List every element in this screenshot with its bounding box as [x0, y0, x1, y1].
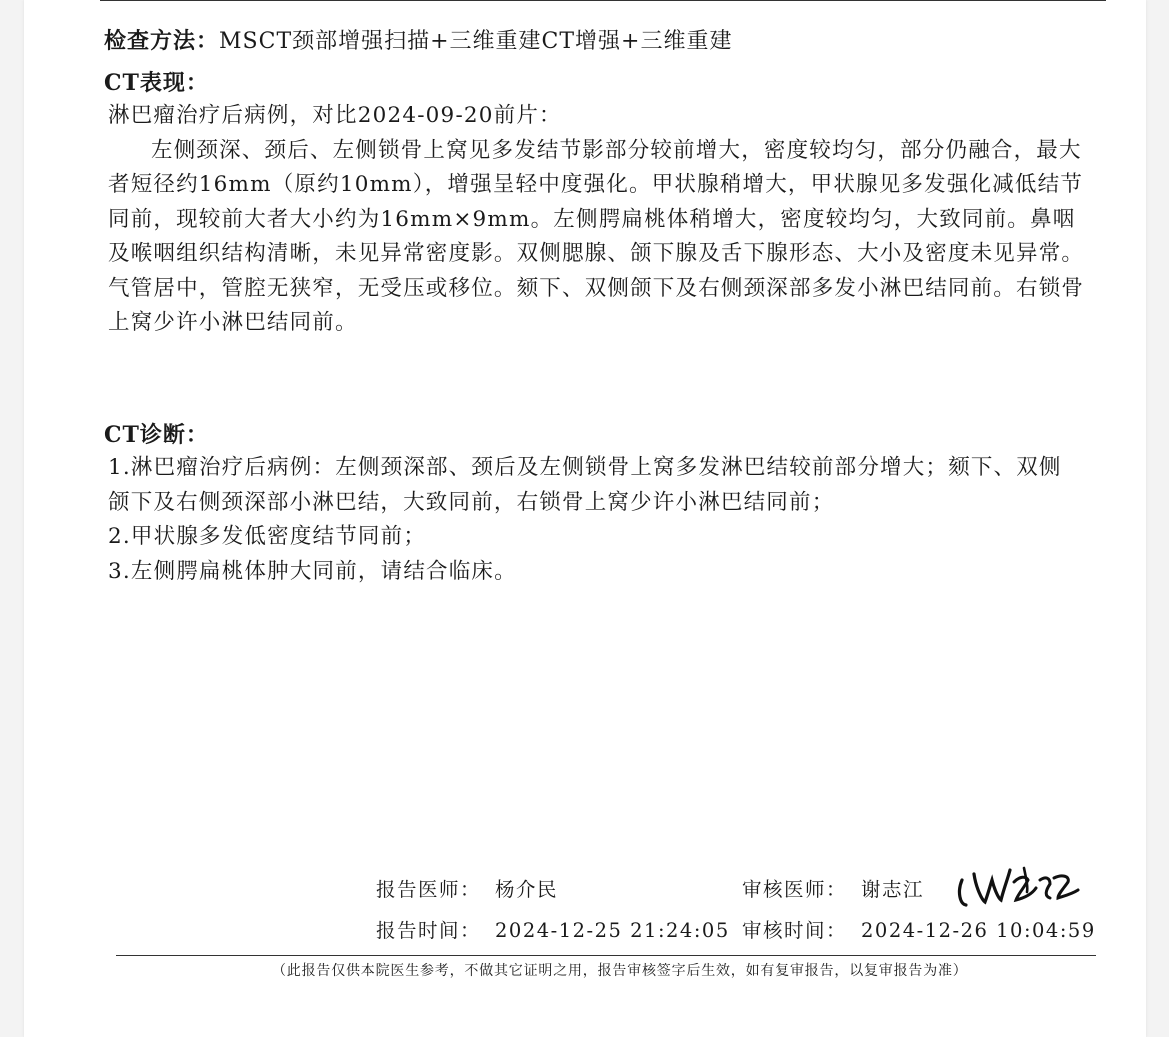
- exam-method-label: 检查方法：: [104, 28, 220, 54]
- findings-text: [108, 99, 1098, 341]
- footer-disclaimer: （此报告仅供本院医生参考，不做其它证明之用，报告审核签字后生效，如有复审报告，以复审报告为准）: [272, 963, 968, 979]
- findings-body: 左侧颈深、颈后、左侧锁骨上窝见多发结节影部分较前增大，密度较均匀，部分仍融合，最大者短径约16mm（原约10mm），增强呈轻中度强化。甲状腺稍增大，甲状腺见多发强化减低结节同前，现较前大者大小约为16mm×9mm。左侧腭扁桃体稍增大，密度较均匀，大致同前。鼻咽及喉咽组织结构清晰，未见异常密度影。双侧腮腺、颌下腺及舌下腺形态、大小及密度未见异常。气管居中，管腔无狭窄，无受压或移位。颏下、双侧颌下及右侧颈深部多发小淋巴结同前。右锁骨上窝少许小淋巴结同前。: [108, 137, 1085, 335]
- review-doctor-name: 谢志江: [861, 878, 925, 901]
- bottom-divider: [116, 955, 1096, 956]
- diagnosis-label: CT诊断：: [104, 422, 209, 448]
- exam-method-value: MSCT颈部增强扫描+三维重建CT增强+三维重建: [219, 29, 733, 54]
- report-page: [24, 0, 1146, 1037]
- top-divider: [100, 0, 1106, 1]
- report-doctor-label: 报告医师：: [376, 878, 482, 901]
- diagnosis-item: 2.甲状腺多发低密度结节同前；: [108, 524, 427, 549]
- report-doctor-name: 杨介民: [495, 878, 559, 901]
- findings-label: CT表现：: [104, 70, 209, 96]
- findings-intro: 淋巴瘤治疗后病例，对比2024-09-20前片：: [108, 103, 562, 128]
- report-time-row: [376, 915, 730, 943]
- diagnosis-list: [108, 451, 1068, 589]
- diagnosis-item: 3.左侧腭扁桃体肿大同前，请结合临床。: [108, 558, 517, 584]
- review-doctor-label: 审核医师：: [742, 878, 848, 901]
- report-time-value: 2024-12-25 21:24:05: [495, 919, 730, 942]
- handwritten-signature: [954, 858, 1084, 918]
- report-time-label: 报告时间：: [376, 919, 482, 942]
- report-doctor-row: [376, 874, 558, 902]
- exam-method-row: [104, 24, 733, 55]
- diagnosis-item: 1.淋巴瘤治疗后病例：左侧颈深部、颈后及左侧锁骨上窝多发淋巴结较前部分增大；颏下、双侧颌下及右侧颈深部小淋巴结，大致同前，右锁骨上窝少许小淋巴结同前；: [108, 455, 1062, 515]
- review-time-label: 审核时间：: [742, 919, 848, 942]
- review-time-row: [742, 915, 1096, 943]
- review-time-value: 2024-12-26 10:04:59: [861, 919, 1096, 942]
- review-doctor-row: [742, 874, 924, 902]
